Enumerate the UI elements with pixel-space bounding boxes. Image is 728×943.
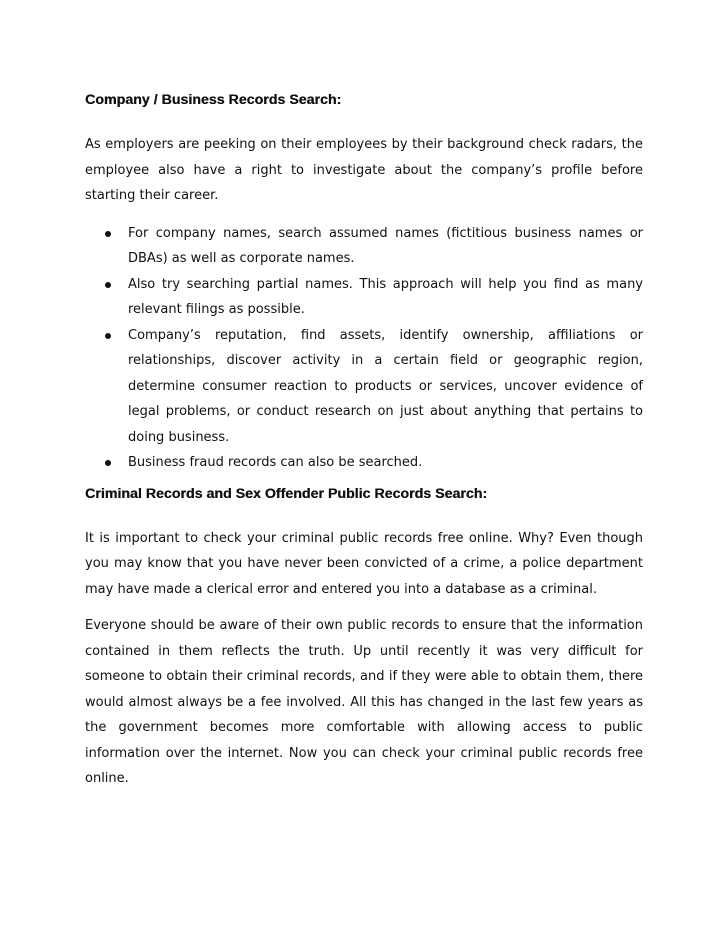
company-records-intro: As employers are peeking on their employees by their background check radars, the employee also have a right to investigate about the company’s profile before starting their career. xyxy=(85,137,643,203)
criminal-records-paragraph-1: It is important to check your criminal public records free online. Why? Even though you may know that you have never been convicted of a crime, a police department may have made a clerical error and entered you into a database as a criminal. xyxy=(85,530,643,597)
criminal-records-section xyxy=(85,482,643,792)
bullet-item xyxy=(85,272,643,323)
bullet-text: For company names, search assumed names (fictitious business names or DBAs) as well as corporate names. xyxy=(128,225,643,266)
criminal-records-paragraph-2: Everyone should be aware of their own public records to ensure that the information contained in them reflects the truth. Up until recently it was very difficult for someone to obtain their criminal records, and if they were able to obtain them, there would almost always be a fee involved. All this has changed in the last few years as the government becomes more comfortable with allowing access to public information over the internet. Now you can check your criminal public records free online. xyxy=(85,618,643,786)
company-records-section xyxy=(85,88,643,476)
company-records-heading: Company / Business Records Search: xyxy=(85,92,342,108)
bullet-text: Company’s reputation, find assets, identify ownership, affiliations or relationships, discover activity in a certain field or geographic region, determine consumer reaction to products or services, uncover evidence of legal problems, or conduct research on just about anything that pertains to doing business. xyxy=(128,327,643,445)
bullet-text: Also try searching partial names. This approach will help you find as many relevant filings as possible. xyxy=(128,276,643,317)
bullet-icon xyxy=(105,460,111,466)
bullet-text: Business fraud records can also be searched. xyxy=(128,455,423,470)
document-page xyxy=(85,88,643,792)
bullet-icon xyxy=(105,231,111,237)
bullet-item xyxy=(85,221,643,272)
criminal-records-heading: Criminal Records and Sex Offender Public Records Search: xyxy=(85,485,488,502)
bullet-item xyxy=(85,450,643,476)
bullet-item xyxy=(85,323,643,451)
bullet-icon xyxy=(105,282,111,288)
bullet-icon xyxy=(105,333,111,339)
company-records-bullet-list xyxy=(85,221,643,476)
